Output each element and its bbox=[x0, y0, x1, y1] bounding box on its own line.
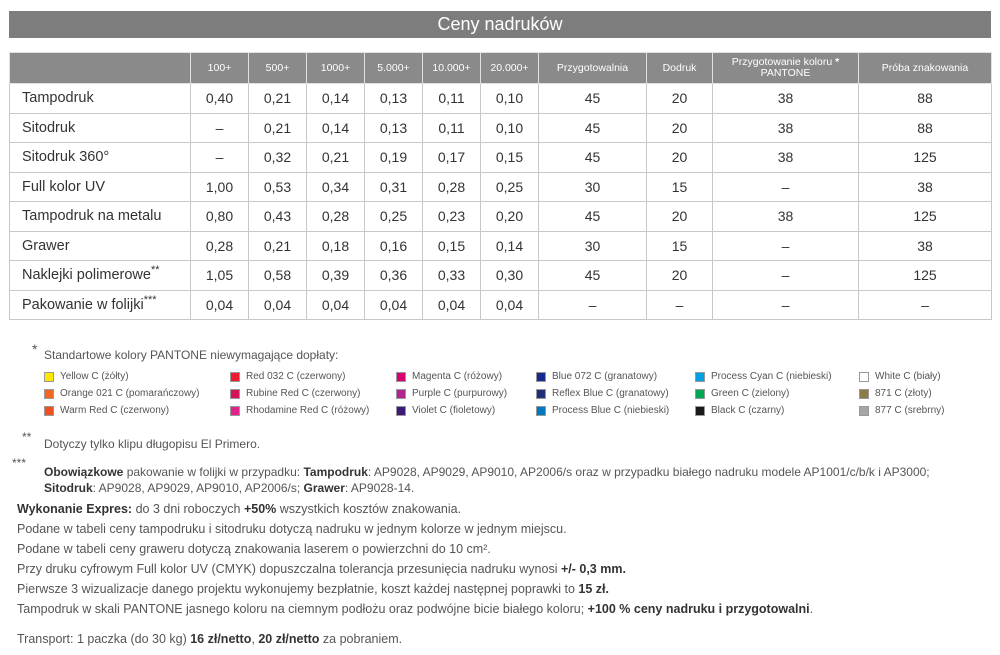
price-cell: – bbox=[713, 231, 859, 261]
price-cell: 38 bbox=[859, 231, 992, 261]
price-cell: 0,13 bbox=[365, 84, 423, 114]
express-text: do 3 dni roboczych bbox=[132, 502, 244, 516]
table-row bbox=[10, 113, 992, 143]
price-table bbox=[9, 52, 992, 320]
color-swatch bbox=[536, 372, 546, 382]
header-qty-20000: 20.000+ bbox=[481, 53, 539, 84]
price-cell: 0,25 bbox=[481, 172, 539, 202]
transport-text-end: za pobraniem. bbox=[319, 632, 403, 646]
pantone-swatch-item bbox=[536, 387, 669, 400]
price-cell: 0,33 bbox=[423, 261, 481, 291]
info-engraving: Podane w tabeli ceny graweru dotyczą znakowania laserem o powierzchni do 10 cm². bbox=[17, 542, 491, 556]
pantone-swatch-item bbox=[396, 387, 507, 400]
row-name-cell bbox=[10, 261, 191, 291]
price-cell: 30 bbox=[539, 231, 647, 261]
swatch-label: Orange 021 C (pomarańczowy) bbox=[60, 388, 200, 399]
pantone-swatch-item bbox=[695, 387, 789, 400]
price-cell: 0,16 bbox=[365, 231, 423, 261]
pantone-swatch-item bbox=[44, 370, 129, 383]
visualizations-text: Pierwsze 3 wizualizacje danego projektu wykonujemy bezpłatnie, koszt każdej następnej poprawki to bbox=[17, 582, 579, 596]
price-cell: 38 bbox=[713, 143, 859, 173]
header-qty-1000: 1000+ bbox=[307, 53, 365, 84]
row-name: Tampodruk na metalu bbox=[22, 208, 162, 225]
header-setup: Przygotowalnia bbox=[539, 53, 647, 84]
price-cell: 0,11 bbox=[423, 84, 481, 114]
table-row bbox=[10, 202, 992, 232]
price-cell: 45 bbox=[539, 202, 647, 232]
header-qty-100: 100+ bbox=[191, 53, 249, 84]
header-reprint: Dodruk bbox=[647, 53, 713, 84]
table-row bbox=[10, 261, 992, 291]
color-swatch bbox=[536, 389, 546, 399]
transport-price-1: 16 zł/netto bbox=[190, 632, 252, 646]
express-label: Wykonanie Expres: bbox=[17, 502, 133, 516]
price-cell: – bbox=[713, 290, 859, 320]
row-name: Naklejki polimerowe bbox=[22, 267, 151, 284]
swatch-label: Rubine Red C (czerwony) bbox=[246, 388, 361, 399]
swatch-label: Green C (zielony) bbox=[711, 388, 790, 399]
packaging-note-bold: Obowiązkowe bbox=[44, 465, 124, 479]
color-swatch bbox=[695, 389, 705, 399]
price-cell: – bbox=[191, 113, 249, 143]
price-cell: 0,20 bbox=[481, 202, 539, 232]
packaging-note bbox=[44, 464, 999, 496]
pantone-dark-dot: . bbox=[809, 602, 814, 616]
price-cell: 45 bbox=[539, 143, 647, 173]
price-cell: 0,28 bbox=[423, 172, 481, 202]
row-footnote-mark: ** bbox=[150, 264, 160, 277]
price-cell: 0,14 bbox=[481, 231, 539, 261]
header-corner bbox=[10, 53, 191, 84]
pantone-swatch-item bbox=[536, 370, 657, 383]
color-swatch bbox=[396, 372, 406, 382]
price-cell: 0,32 bbox=[249, 143, 307, 173]
price-cell: 0,31 bbox=[365, 172, 423, 202]
packaging-note-grawer-models: : AP9028-14. bbox=[344, 481, 415, 495]
row-name: Tampodruk bbox=[22, 90, 94, 107]
pantone-swatch-item bbox=[695, 370, 832, 383]
price-cell: 0,28 bbox=[191, 231, 249, 261]
price-cell: 0,23 bbox=[423, 202, 481, 232]
price-cell: 38 bbox=[859, 172, 992, 202]
pantone-swatch-item bbox=[44, 404, 169, 417]
price-cell: 0,15 bbox=[423, 231, 481, 261]
header-pantone-star: * bbox=[835, 56, 840, 68]
color-swatch bbox=[695, 406, 705, 416]
color-swatch bbox=[859, 406, 869, 416]
price-cell: 0,15 bbox=[481, 143, 539, 173]
price-cell: 38 bbox=[713, 84, 859, 114]
express-text-end: wszystkich kosztów znakowania. bbox=[276, 502, 462, 516]
price-cell: 1,05 bbox=[191, 261, 249, 291]
price-cell: 0,40 bbox=[191, 84, 249, 114]
table-row bbox=[10, 143, 992, 173]
swatch-label: Warm Red C (czerwony) bbox=[60, 405, 170, 416]
table-row bbox=[10, 172, 992, 202]
header-qty-500: 500+ bbox=[249, 53, 307, 84]
price-cell: 45 bbox=[539, 84, 647, 114]
price-cell: 20 bbox=[647, 84, 713, 114]
swatch-label: White C (biały) bbox=[875, 371, 941, 382]
swatch-label: Yellow C (żółty) bbox=[60, 371, 129, 382]
header-qty-10000: 10.000+ bbox=[423, 53, 481, 84]
note-star-1: * bbox=[32, 341, 38, 357]
packaging-note-sitodruk-models: : AP9028, AP9029, AP9010, AP2006/s; bbox=[92, 481, 304, 495]
pantone-swatch-item bbox=[230, 387, 361, 400]
transport-sep: , bbox=[251, 632, 259, 646]
info-pad-print: Podane w tabeli ceny tampodruku i sitodruku dotyczą nadruku w jednym kolorze w jednym miejscu. bbox=[17, 522, 567, 536]
color-swatch bbox=[859, 389, 869, 399]
row-footnote-mark: *** bbox=[143, 293, 157, 306]
price-cell: 0,36 bbox=[365, 261, 423, 291]
packaging-note-tampodruk-models: : AP9028, AP9029, AP9010, AP2006/s oraz w przypadku białego nadruku modele AP1001/c/b/k i AP3000; bbox=[367, 465, 930, 479]
price-cell: 0,13 bbox=[365, 113, 423, 143]
color-swatch bbox=[396, 406, 406, 416]
packaging-note-grawer: Grawer bbox=[303, 481, 345, 495]
pantone-swatch-item bbox=[396, 370, 502, 383]
info-transport bbox=[17, 632, 402, 646]
price-cell: 20 bbox=[647, 261, 713, 291]
price-cell: 0,34 bbox=[307, 172, 365, 202]
price-cell: 0,04 bbox=[191, 290, 249, 320]
swatch-label: 871 C (złoty) bbox=[875, 388, 932, 399]
pantone-dark-text: Tampodruk w skali PANTONE jasnego koloru na ciemnym podłożu oraz podwójne bicie białego koloru; bbox=[17, 602, 588, 616]
price-cell: 0,28 bbox=[307, 202, 365, 232]
info-express bbox=[17, 502, 461, 516]
price-cell: 0,04 bbox=[481, 290, 539, 320]
price-cell: – bbox=[713, 261, 859, 291]
row-name-cell bbox=[10, 202, 191, 232]
price-cell: 125 bbox=[859, 202, 992, 232]
pantone-swatch-item bbox=[44, 387, 200, 400]
pantone-note: Standartowe kolory PANTONE niewymagające dopłaty: bbox=[44, 348, 339, 362]
price-cell: 0,10 bbox=[481, 84, 539, 114]
color-swatch bbox=[536, 406, 546, 416]
price-cell: 38 bbox=[713, 113, 859, 143]
table-header-row bbox=[10, 53, 992, 84]
header-pantone-line1: Przygotowanie koloru bbox=[731, 56, 833, 68]
price-cell: 45 bbox=[539, 261, 647, 291]
row-name-cell bbox=[10, 290, 191, 320]
price-cell: 0,21 bbox=[249, 231, 307, 261]
price-cell: 20 bbox=[647, 202, 713, 232]
price-cell: 0,43 bbox=[249, 202, 307, 232]
price-cell: 125 bbox=[859, 143, 992, 173]
color-swatch bbox=[695, 372, 705, 382]
price-cell: 15 bbox=[647, 231, 713, 261]
color-swatch bbox=[859, 372, 869, 382]
transport-text: Transport: 1 paczka (do 30 kg) bbox=[17, 632, 191, 646]
packaging-note-tampodruk: Tampodruk bbox=[303, 465, 368, 479]
row-name: Pakowanie w folijki bbox=[22, 296, 144, 313]
color-swatch bbox=[230, 372, 240, 382]
color-swatch bbox=[44, 389, 54, 399]
price-cell: 38 bbox=[713, 202, 859, 232]
pantone-swatch-item bbox=[859, 404, 944, 417]
visualizations-price: 15 zł. bbox=[578, 582, 609, 596]
color-swatch bbox=[230, 389, 240, 399]
swatch-label: 877 C (srebrny) bbox=[875, 405, 945, 416]
price-cell: 125 bbox=[859, 261, 992, 291]
price-cell: 0,17 bbox=[423, 143, 481, 173]
swatch-label: Rhodamine Red C (różowy) bbox=[246, 405, 370, 416]
header-proof: Próba znakowania bbox=[859, 53, 992, 84]
row-name: Full kolor UV bbox=[22, 178, 105, 195]
pantone-swatch-item bbox=[230, 370, 345, 383]
price-cell: 30 bbox=[539, 172, 647, 202]
pantone-swatch-item bbox=[859, 370, 941, 383]
swatch-label: Violet C (fioletowy) bbox=[412, 405, 496, 416]
uv-tolerance-text: Przy druku cyfrowym Full kolor UV (CMYK) dopuszczalna tolerancja przesunięcia nadruku wynosi bbox=[17, 562, 561, 576]
price-cell: 0,11 bbox=[423, 113, 481, 143]
price-cell: – bbox=[191, 143, 249, 173]
price-cell: 0,04 bbox=[307, 290, 365, 320]
price-cell: 0,53 bbox=[249, 172, 307, 202]
price-cell: – bbox=[539, 290, 647, 320]
price-cell: 0,21 bbox=[307, 143, 365, 173]
price-cell: 0,80 bbox=[191, 202, 249, 232]
color-swatch bbox=[44, 406, 54, 416]
header-pantone bbox=[713, 53, 859, 84]
price-cell: 0,14 bbox=[307, 84, 365, 114]
packaging-note-text: pakowanie w folijki w przypadku: bbox=[123, 465, 304, 479]
swatch-label: Purple C (purpurowy) bbox=[412, 388, 508, 399]
swatch-label: Blue 072 C (granatowy) bbox=[552, 371, 658, 382]
row-name-cell bbox=[10, 172, 191, 202]
price-cell: 0,19 bbox=[365, 143, 423, 173]
price-cell: 0,04 bbox=[365, 290, 423, 320]
row-name: Sitodruk bbox=[22, 119, 76, 136]
row-name-cell bbox=[10, 84, 191, 114]
info-visualizations bbox=[17, 582, 609, 596]
price-cell: 0,04 bbox=[423, 290, 481, 320]
note-star-3: *** bbox=[12, 456, 27, 470]
page-title: Ceny nadruków bbox=[9, 11, 991, 38]
swatch-label: Reflex Blue C (granatowy) bbox=[552, 388, 669, 399]
price-cell: 0,04 bbox=[249, 290, 307, 320]
price-cell: 0,30 bbox=[481, 261, 539, 291]
price-cell: 15 bbox=[647, 172, 713, 202]
pantone-dark-surcharge: +100 % ceny nadruku i przygotowalni bbox=[587, 602, 810, 616]
row-name-cell bbox=[10, 143, 191, 173]
note-star-2: ** bbox=[22, 430, 32, 444]
row-name: Grawer bbox=[22, 237, 70, 254]
price-cell: 88 bbox=[859, 113, 992, 143]
header-pantone-line2: PANTONE bbox=[760, 67, 811, 79]
table-row bbox=[10, 290, 992, 320]
color-swatch bbox=[396, 389, 406, 399]
row-name-cell bbox=[10, 113, 191, 143]
price-cell: 0,25 bbox=[365, 202, 423, 232]
table-row bbox=[10, 84, 992, 114]
table-row bbox=[10, 231, 992, 261]
price-cell: 0,10 bbox=[481, 113, 539, 143]
price-cell: – bbox=[713, 172, 859, 202]
price-cell: 0,21 bbox=[249, 84, 307, 114]
row-name-cell bbox=[10, 231, 191, 261]
price-cell: 45 bbox=[539, 113, 647, 143]
price-cell: 88 bbox=[859, 84, 992, 114]
header-qty-5000: 5.000+ bbox=[365, 53, 423, 84]
pantone-swatch-item bbox=[230, 404, 369, 417]
price-cell: – bbox=[859, 290, 992, 320]
swatch-label: Black C (czarny) bbox=[711, 405, 785, 416]
price-cell: 0,58 bbox=[249, 261, 307, 291]
clip-note: Dotyczy tylko klipu długopisu El Primero. bbox=[44, 437, 261, 451]
price-cell: 0,14 bbox=[307, 113, 365, 143]
price-cell: – bbox=[647, 290, 713, 320]
price-cell: 20 bbox=[647, 143, 713, 173]
price-cell: 0,21 bbox=[249, 113, 307, 143]
swatch-label: Red 032 C (czerwony) bbox=[246, 371, 346, 382]
packaging-note-sitodruk: Sitodruk bbox=[44, 481, 93, 495]
color-swatch bbox=[230, 406, 240, 416]
express-surcharge: +50% bbox=[243, 502, 277, 516]
price-cell: 0,18 bbox=[307, 231, 365, 261]
info-uv-tolerance bbox=[17, 562, 626, 576]
info-pantone-dark bbox=[17, 602, 813, 616]
price-cell: 0,39 bbox=[307, 261, 365, 291]
transport-price-2: 20 zł/netto bbox=[258, 632, 320, 646]
pantone-swatch-item bbox=[859, 387, 932, 400]
swatch-label: Process Cyan C (niebieski) bbox=[711, 371, 832, 382]
pantone-swatch-item bbox=[536, 404, 669, 417]
uv-tolerance-value: +/- 0,3 mm. bbox=[560, 562, 626, 576]
pantone-swatch-item bbox=[695, 404, 784, 417]
swatch-label: Process Blue C (niebieski) bbox=[552, 405, 670, 416]
price-cell: 1,00 bbox=[191, 172, 249, 202]
pantone-swatch-item bbox=[396, 404, 495, 417]
price-cell: 20 bbox=[647, 113, 713, 143]
color-swatch bbox=[44, 372, 54, 382]
swatch-label: Magenta C (różowy) bbox=[412, 371, 503, 382]
row-name: Sitodruk 360° bbox=[22, 149, 110, 166]
